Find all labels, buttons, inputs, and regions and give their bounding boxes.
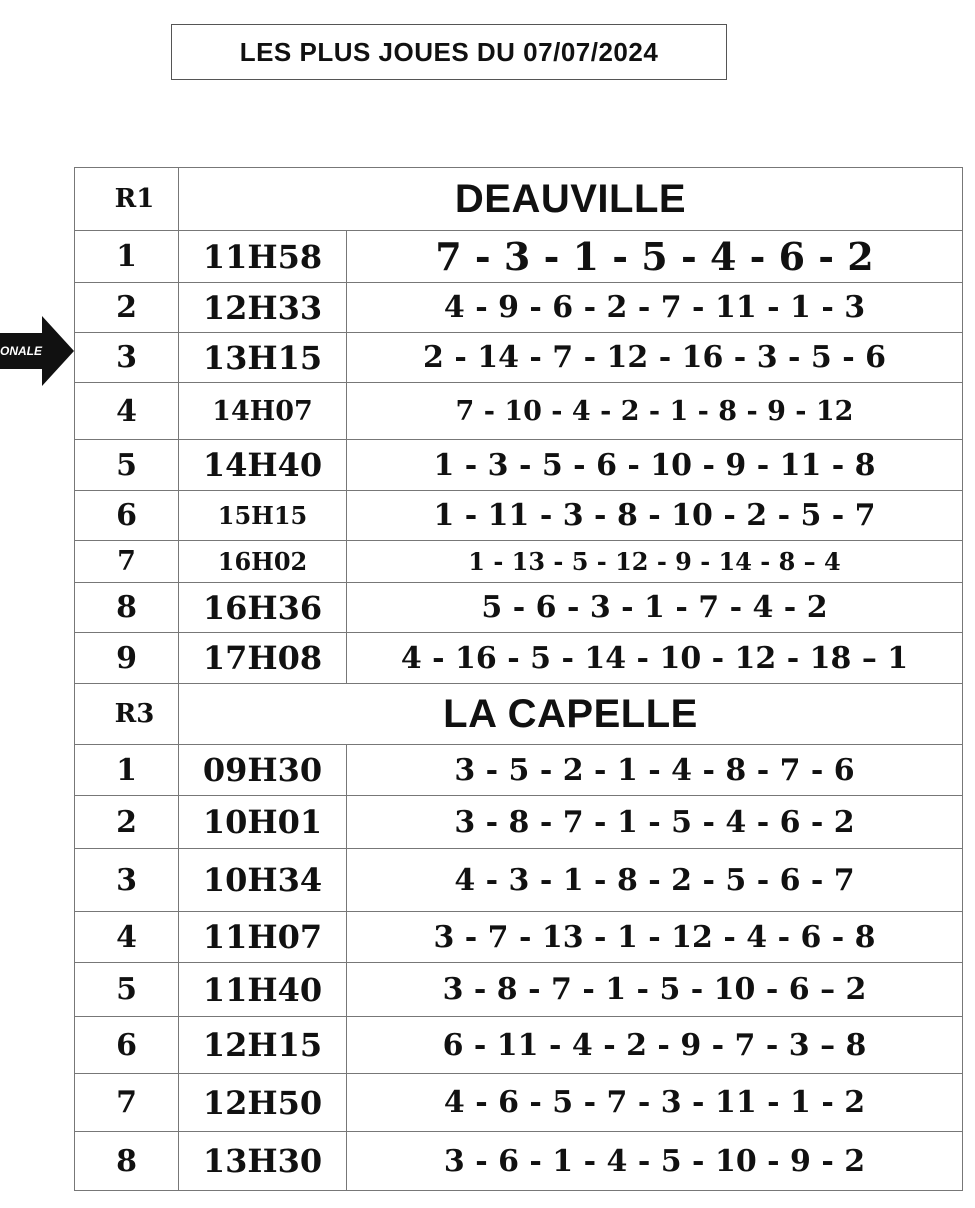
course-time: 12H50	[179, 1074, 347, 1132]
table-row	[75, 440, 963, 491]
table-row	[75, 541, 963, 583]
table-row	[75, 912, 963, 963]
course-number: 2	[75, 796, 179, 849]
course-time: 13H30	[179, 1132, 347, 1191]
course-number: 5	[75, 440, 179, 491]
reunion-code: R1	[75, 168, 179, 231]
table-row	[75, 491, 963, 541]
reunion-header	[75, 684, 963, 745]
table-row	[75, 1017, 963, 1074]
course-picks: 4 - 9 - 6 - 2 - 7 - 11 - 1 - 3	[347, 283, 963, 333]
course-number: 1	[75, 745, 179, 796]
table-row	[75, 283, 963, 333]
table-row	[75, 333, 963, 383]
course-number: 8	[75, 583, 179, 633]
course-time: 14H07	[179, 383, 347, 440]
course-number: 4	[75, 383, 179, 440]
right-arrow-icon	[0, 316, 74, 386]
arrow-label: ONALE	[0, 344, 42, 358]
course-picks: 3 - 6 - 1 - 4 - 5 - 10 - 9 - 2	[347, 1132, 963, 1191]
course-number: 7	[75, 1074, 179, 1132]
course-picks: 1 - 3 - 5 - 6 - 10 - 9 - 11 - 8	[347, 440, 963, 491]
reunion-header	[75, 168, 963, 231]
course-number: 2	[75, 283, 179, 333]
course-time: 09H30	[179, 745, 347, 796]
page-title: LES PLUS JOUES DU 07/07/2024	[171, 24, 727, 80]
table-row	[75, 745, 963, 796]
table-row	[75, 1132, 963, 1191]
course-picks: 4 - 16 - 5 - 14 - 10 - 12 - 18 – 1	[347, 633, 963, 684]
table-row	[75, 849, 963, 912]
table-row	[75, 583, 963, 633]
course-number: 5	[75, 963, 179, 1017]
course-picks: 1 - 11 - 3 - 8 - 10 - 2 - 5 - 7	[347, 491, 963, 541]
course-number: 4	[75, 912, 179, 963]
table-row	[75, 963, 963, 1017]
course-picks: 3 - 7 - 13 - 1 - 12 - 4 - 6 - 8	[347, 912, 963, 963]
course-time: 14H40	[179, 440, 347, 491]
table-row	[75, 383, 963, 440]
course-number: 3	[75, 333, 179, 383]
course-picks: 7 - 3 - 1 - 5 - 4 - 6 - 2	[347, 231, 963, 283]
course-time: 11H07	[179, 912, 347, 963]
course-time: 12H33	[179, 283, 347, 333]
course-time: 16H36	[179, 583, 347, 633]
table-row	[75, 633, 963, 684]
course-time: 13H15	[179, 333, 347, 383]
course-time: 17H08	[179, 633, 347, 684]
course-number: 6	[75, 491, 179, 541]
course-picks: 3 - 8 - 7 - 1 - 5 - 4 - 6 - 2	[347, 796, 963, 849]
course-time: 10H34	[179, 849, 347, 912]
table-row	[75, 796, 963, 849]
course-picks: 3 - 8 - 7 - 1 - 5 - 10 - 6 – 2	[347, 963, 963, 1017]
course-picks: 2 - 14 - 7 - 12 - 16 - 3 - 5 - 6	[347, 333, 963, 383]
venue-name: LA CAPELLE	[179, 684, 963, 745]
course-time: 10H01	[179, 796, 347, 849]
reunion-code: R3	[75, 684, 179, 745]
course-time: 11H58	[179, 231, 347, 283]
course-picks: 4 - 3 - 1 - 8 - 2 - 5 - 6 - 7	[347, 849, 963, 912]
course-number: 9	[75, 633, 179, 684]
course-picks: 4 - 6 - 5 - 7 - 3 - 11 - 1 - 2	[347, 1074, 963, 1132]
course-time: 12H15	[179, 1017, 347, 1074]
course-number: 6	[75, 1017, 179, 1074]
course-time: 16H02	[179, 541, 347, 583]
table-row	[75, 231, 963, 283]
course-picks: 3 - 5 - 2 - 1 - 4 - 8 - 7 - 6	[347, 745, 963, 796]
races-table	[74, 167, 963, 1191]
table-row	[75, 1074, 963, 1132]
course-number: 8	[75, 1132, 179, 1191]
course-time: 15H15	[179, 491, 347, 541]
course-number: 1	[75, 231, 179, 283]
course-time: 11H40	[179, 963, 347, 1017]
course-picks: 5 - 6 - 3 - 1 - 7 - 4 - 2	[347, 583, 963, 633]
course-number: 7	[75, 541, 179, 583]
course-picks: 6 - 11 - 4 - 2 - 9 - 7 - 3 – 8	[347, 1017, 963, 1074]
course-picks: 7 - 10 - 4 - 2 - 1 - 8 - 9 - 12	[347, 383, 963, 440]
venue-name: DEAUVILLE	[179, 168, 963, 231]
course-picks: 1 - 13 - 5 - 12 - 9 - 14 - 8 – 4	[347, 541, 963, 583]
course-number: 3	[75, 849, 179, 912]
